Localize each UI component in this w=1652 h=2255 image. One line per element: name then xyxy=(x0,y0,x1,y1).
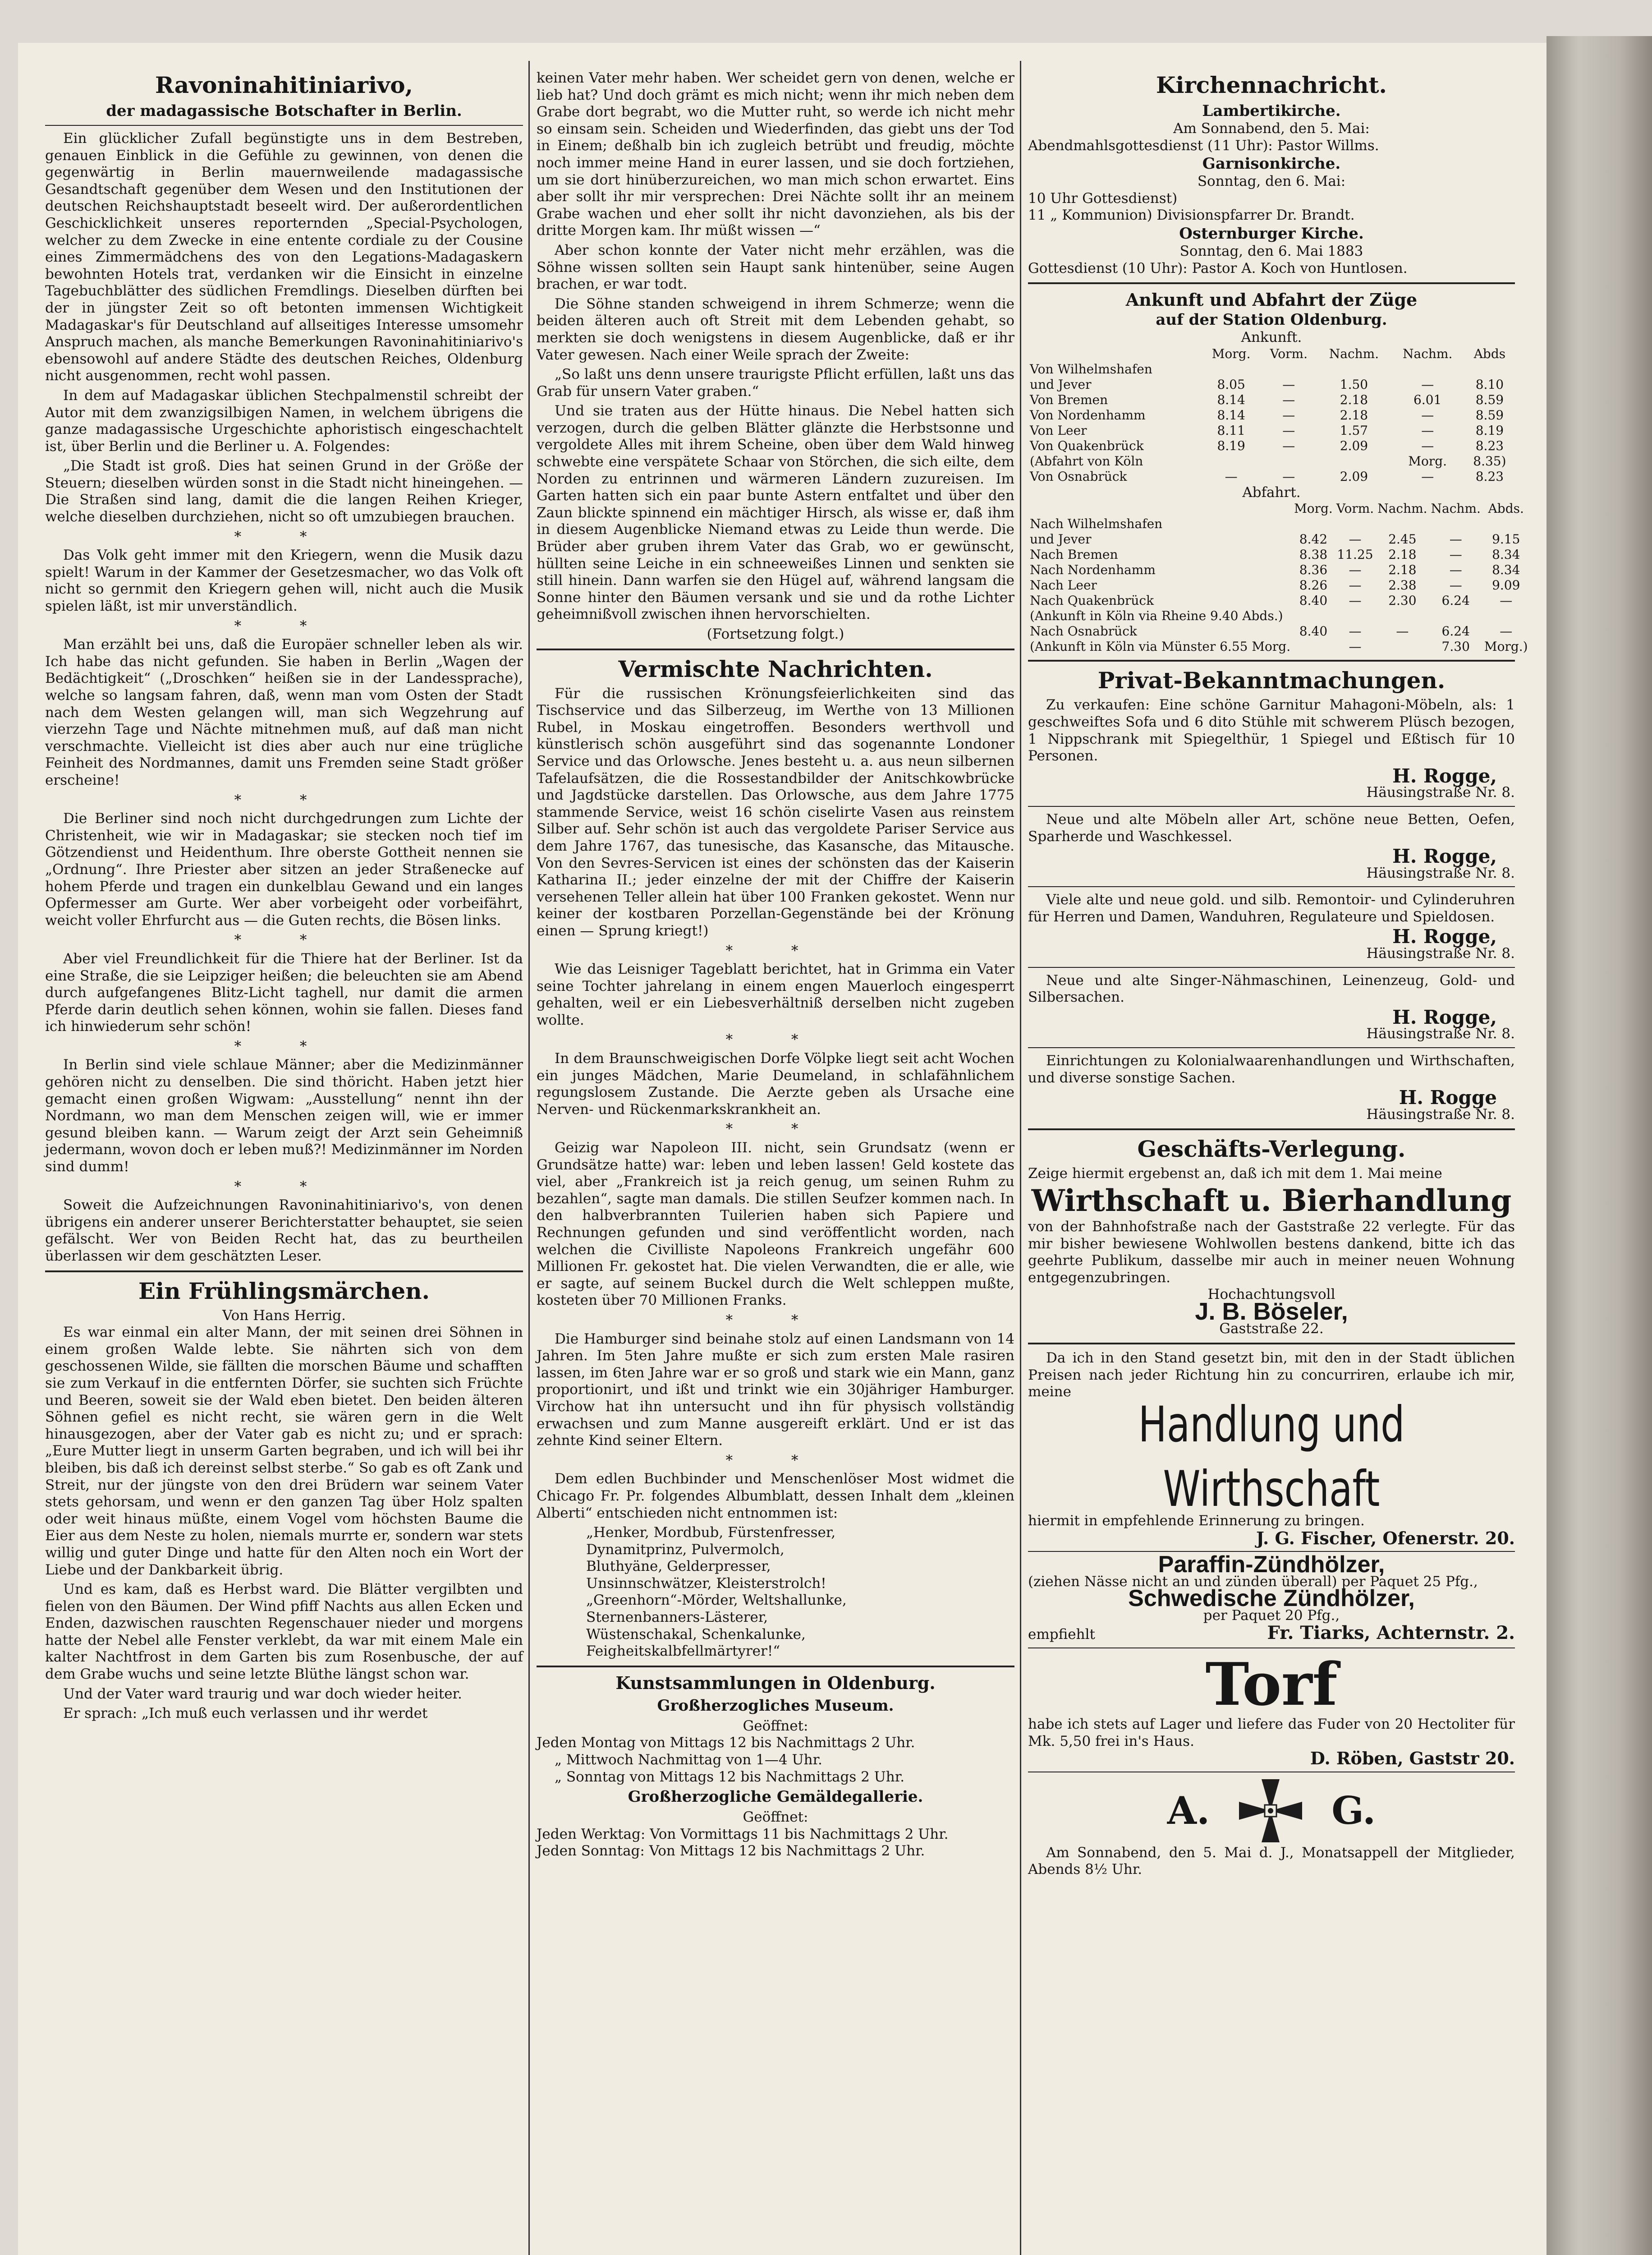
time-cell xyxy=(1260,454,1317,469)
separator-stars: * * xyxy=(725,1312,826,1328)
time-cell: — xyxy=(1349,532,1362,547)
separator-stars: * * xyxy=(725,1121,826,1137)
paragraph: keinen Vater mehr haben. Wer scheidet gern von denen, welche er lieb hat? Und doch grämt es mich nicht; wenn ihr mich neben dem Grabe dort begrabt, wo die Mutter ruht, so werde ich nicht mehr so einsam sein. Scheiden und Wiederfinden, das giebt uns der Tod in Einem; deßhalb bin ich zugleich betrübt und freudig, möchte noch immer meine Hand in eurer lassen, und sie doch fortziehen, um sie dort hinüberzureichen, wo man mich schon erwartet. Eins aber sollt ihr mir versprechen: Drei Nächte sollt ihr an meinem Grabe wachen und eher sollt ihr nicht davonziehen, als bis der dritte Morgen kam. Ihr müßt wissen —“ xyxy=(537,70,1014,239)
paragraph: Soweit die Aufzeichnungen Ravoninahitiniarivo's, von denen übrigens ein anderer unserer Berichterstatter behauptet, sie seien gefälscht. Wer von Beiden Recht hat, das zu beurtheilen überlassen wir dem geschätzten Leser. xyxy=(45,1197,523,1264)
time-cell: — xyxy=(1282,438,1295,453)
station-cell: und Jever xyxy=(1030,532,1092,547)
ad-big-heading: Wirthschaft u. Bierhandlung xyxy=(1031,1183,1512,1218)
poem-line: Feigheitskalbfellmärtyrer!“ xyxy=(586,1643,780,1660)
time-cell: 2.09 xyxy=(1340,438,1368,453)
ad-heading: Geschäfts-Verlegung. xyxy=(1137,1136,1406,1163)
paragraph: In Berlin sind viele schlaue Männer; aber die Medizinmänner gehören nicht zu denselben. Die sind thöricht. Haben jetzt hier gemacht einen großen Wigwam: „Ausstellung“ nennt ihn der Nordmann, wo man dem Menschen zeigen will, wie er immer gesund bleiben kann. — Warum zeigt der Arzt sein Geheimniß jedermann, wovon doch er leben muß?! Medizinmänner im Norden sind dumm! xyxy=(45,1057,523,1175)
poem-line: Wüstenschakal, Schenkalunke, xyxy=(586,1626,806,1643)
station-cell: Nach Wilhelmshafen xyxy=(1030,516,1163,532)
table-header: Nachm. xyxy=(1403,346,1453,361)
time-cell: — xyxy=(1282,407,1295,423)
time-cell: — xyxy=(1449,562,1462,578)
paragraph: Und sie traten aus der Hütte hinaus. Die Nebel hatten sich verzogen, durch die gelben Blätter glänzte die Herbstsonne und vergoldete Alles mit ihrem Scheine, oben über dem Wald hinweg schwebte eine verspätete Schaar von Störchen, die sich eilte, dem Norden zu entrinnen und wärmeren Ländern zuzureisen. Im Garten hatten sich ein paar bunte Astern entfaltet und über den Zaun blickte spinnend ein mächtiger Hirsch, als wisse er, daß ihm in diesem Augenblicke Niemand etwas zu Leide thun werde. Die Brüder aber gruben ihrem Vater das Grab, wo er gewünscht, hüllten seine Leiche in ein schneeweißes Linnen und senkten sie still hinein. Dann warfen sie den Hügel auf, während langsam die Sonne hinter den Bäumen versank und sie und da rothe Lichter geheimnißvoll zwischen ihnen hervorschielten. xyxy=(537,403,1014,623)
time-cell: — xyxy=(1282,392,1295,407)
ag-letter-g: G. xyxy=(1331,1788,1376,1833)
time-cell xyxy=(1335,516,1376,532)
timetable-departure-label: Abfahrt. xyxy=(1242,484,1301,501)
time-cell xyxy=(1292,608,1335,624)
station-cell: Von Quakenbrück xyxy=(1030,438,1144,453)
time-cell: — xyxy=(1282,377,1295,392)
separator-stars: * * xyxy=(234,617,334,634)
table-row xyxy=(1028,454,1515,469)
ad-address: Häusingstraße Nr. 8. xyxy=(1366,1106,1515,1123)
article-subtitle: der madagassische Botschafter in Berlin. xyxy=(106,102,462,120)
ad-greeting: Hochachtungsvoll xyxy=(1207,1286,1335,1303)
time-cell: 8.19 xyxy=(1217,438,1245,453)
time-cell: 8.59 xyxy=(1475,392,1504,407)
time-cell: 2.18 xyxy=(1388,547,1417,562)
time-cell: — xyxy=(1349,624,1362,639)
ad-text: Viele alte und neue gold. und silb. Remontoir- und Cylinderuhren für Herren und Damen, Wanduhren, Regulateure und Spieldosen. xyxy=(1028,892,1515,925)
timetable-title: Ankunft und Abfahrt der Züge xyxy=(1125,290,1418,310)
ad-text: von der Bahnhofstraße nach der Gaststraße 22 verlegte. Für das mir bisher bewiesene Wohlwollen bestens dankend, bitte ich das geehrte Publikum, dasselbe mir auch in meiner neuen Wohnung entgegenzubringen. xyxy=(1028,1219,1515,1286)
time-cell xyxy=(1482,516,1530,532)
time-cell xyxy=(1376,516,1429,532)
time-cell: 8.14 xyxy=(1217,407,1245,423)
divider xyxy=(1028,660,1515,662)
time-cell xyxy=(1464,362,1515,377)
ad-price: per Paquet 20 Pfg., xyxy=(1203,1607,1340,1624)
time-cell: — xyxy=(1500,593,1513,608)
time-cell: — xyxy=(1449,547,1462,562)
hours-line: Jeden Werktag: Von Vormittags 11 bis Nachmittags 2 Uhr. xyxy=(537,1826,949,1842)
column-rule xyxy=(528,61,530,2255)
table-row xyxy=(1028,547,1530,562)
arrivals-body xyxy=(1028,362,1515,484)
table-row xyxy=(1028,408,1515,423)
ad-text: hiermit in empfehlende Erinnerung zu bringen. xyxy=(1028,1512,1365,1529)
church-name: Garnisonkirche. xyxy=(1202,155,1341,173)
time-cell: — xyxy=(1349,593,1362,608)
ad-text: (ziehen Nässe nicht an und zünden überall) per Paquet 25 Pfg., xyxy=(1028,1573,1478,1590)
time-cell: 8.23 xyxy=(1475,469,1504,484)
time-cell: 8.34 xyxy=(1492,547,1520,562)
time-cell: — xyxy=(1421,407,1434,423)
ad-signature: H. Rogge, xyxy=(1392,1006,1497,1028)
time-cell: 8.34 xyxy=(1492,562,1520,578)
arrivals-table xyxy=(1028,346,1515,484)
table-row xyxy=(1028,532,1530,547)
time-cell: Morg. xyxy=(1408,453,1447,469)
church-name: Lambertikirche. xyxy=(1202,102,1341,120)
time-cell: 8.40 xyxy=(1299,624,1328,639)
column-rule xyxy=(1020,61,1021,2255)
church-service: 10 Uhr Gottesdienst) xyxy=(1028,190,1178,207)
time-cell: — xyxy=(1421,423,1434,438)
time-cell xyxy=(1202,362,1260,377)
ad-signature: H. Rogge xyxy=(1399,1086,1497,1109)
divider xyxy=(45,125,523,126)
paragraph: „So laßt uns denn unsere traurigste Pflicht erfüllen, laßt uns das Grab für unsern Vater graben.“ xyxy=(537,366,1014,400)
divider xyxy=(537,649,1014,650)
station-cell: und Jever xyxy=(1030,377,1092,392)
ad-signature: D. Röben, Gaststr 20. xyxy=(1310,1748,1515,1769)
ad-text: Neue und alte Singer-Nähmaschinen, Leinenzeug, Gold- und Silbersachen. xyxy=(1028,972,1515,1006)
hours-line: Jeden Sonntag: Von Mittags 12 bis Nachmittags 2 Uhr. xyxy=(537,1843,925,1859)
table-header: Vorm. xyxy=(1336,501,1374,516)
time-cell: 8.14 xyxy=(1217,392,1245,407)
time-cell: — xyxy=(1421,469,1434,484)
hours-line: „ Mittwoch Nachmittag von 1—4 Uhr. xyxy=(555,1752,822,1768)
table-row xyxy=(1028,562,1530,578)
time-cell: 8.23 xyxy=(1475,438,1504,453)
time-cell: 6.24 xyxy=(1441,624,1470,639)
time-cell: — xyxy=(1349,578,1362,593)
time-cell xyxy=(1391,362,1464,377)
time-cell: 8.35) xyxy=(1473,453,1506,469)
paragraph: Und es kam, daß es Herbst ward. Die Blätter vergilbten und fielen von den Bäumen. Der Wind pfiff Nachts aus allen Ecken und Enden, dazwischen rauschten Regenschauer nieder und morgens hatte der Nebel alle Fenster verklebt, da war mit einem Male ein kalter Nachtfrost in dem Garten bis zum Rosenbusche, der auf dem Grabe wuchs und seine letzte Blüthe längst schon war. xyxy=(45,1581,523,1683)
time-cell xyxy=(1376,639,1429,654)
paragraph: Geizig war Napoleon III. nicht, sein Grundsatz (wenn er Grundsätze hatte) war: leben und leben lassen! Geld kostete das viel, aber „Frankreich ist ja reich genug, um seinen Ruhm zu bezahlen“, sagte man damals. Die stillen Seufzer kommen nach. In den halbverbrannten Tuilerien haben sich Papiere und Rechnungen gefunden und sind veröffentlicht worden, nach welchen die Civilliste Napoleons Frankreich ungefähr 600 Millionen Fr. gekostet hat. Die vielen Verwandten, die er alle, wie er sagte, auf seinem Buckel durch die Welt schleppen mußte, kosteten über 70 Millionen Franks. xyxy=(537,1140,1014,1309)
time-cell: 2.18 xyxy=(1340,407,1368,423)
paragraph: Das Volk geht immer mit den Kriegern, wenn die Musik dazu spielt! Warum in der Kammer der Gesetzesmacher, wo das Volk oft nicht so gernmit den Kriegern gehen will, nicht auch die Musik spielen läßt, ist mir unverständlich. xyxy=(45,547,523,615)
divider xyxy=(45,1270,523,1272)
time-cell: — xyxy=(1282,469,1295,484)
table-header-row xyxy=(1028,501,1530,516)
ad-text: Am Sonnabend, den 5. Mai d. J., Monatsappell der Mitglieder, Abends 8½ Uhr. xyxy=(1028,1844,1515,1878)
paragraph: Die Hamburger sind beinahe stolz auf einen Landsmann von 14 Jahren. Im 5ten Jahre mußte er sich zum ersten Male rasiren lassen, im 6ten Jahre war er so groß und stark wie ein Mann, ganz proportionirt, und ißt und trinkt wie ein 30jähriger Hamburger. Virchow hat ihn untersucht und ihn für physisch vollständig erwachsen und zum Manne ausgereift erklärt. Und er ist das zehnte Kind seiner Eltern. xyxy=(537,1330,1014,1449)
ad-text: empfiehlt xyxy=(1028,1626,1095,1643)
table-header: Nachm. xyxy=(1431,501,1481,516)
time-cell: — xyxy=(1225,469,1238,484)
time-cell xyxy=(1482,608,1530,624)
paragraph: In dem auf Madagaskar üblichen Stechpalmenstil schreibt der Autor mit dem zwanzigsilbigen Namen, in welchem übrigens die ganze madagassische Urgeschichte aphoristisch eingeschachtelt ist, über Berlin und die Berliner u. A. Folgendes: xyxy=(45,387,523,455)
table-row xyxy=(1028,578,1530,593)
time-cell xyxy=(1292,639,1335,654)
ad-address: Häusingstraße Nr. 8. xyxy=(1366,1026,1515,1042)
separator-stars: * * xyxy=(234,932,334,948)
time-cell xyxy=(1202,454,1260,469)
table-row xyxy=(1028,639,1530,654)
paragraph: In dem Braunschweigischen Dorfe Völpke liegt seit acht Wochen ein junges Mädchen, Marie Deumeland, in schlafähnlichem regungslosem Zustande. Die Aerzte geben als Ursache eine Nerven- und Rückenmarkskrankheit an. xyxy=(537,1050,1014,1118)
time-cell: 2.30 xyxy=(1388,593,1417,608)
time-cell: 2.38 xyxy=(1388,578,1417,593)
paragraph: Er sprach: „Ich muß euch verlassen und ihr werdet xyxy=(63,1705,428,1722)
table-row xyxy=(1028,423,1515,438)
ad-text: Einrichtungen zu Kolonialwaarenhandlungen und Wirthschaften, und diverse sonstige Sachen. xyxy=(1028,1053,1515,1086)
poem xyxy=(537,1524,1014,1660)
divider xyxy=(1028,1343,1515,1344)
paragraph: Aber viel Freundlichkeit für die Thiere hat der Berliner. Ist da eine Straße, die sie Leipziger heißen; die beleuchten sie am Abend durch aufgefangenes Blitz-Licht taghell, nur damit die armen Pferde darin deutlich sehen können, wohin sie fallen. Dieses fand ich hinwiederum sehr schön! xyxy=(45,950,523,1035)
ad-signature: J. G. Fischer, Ofenerstr. 20. xyxy=(1256,1528,1515,1548)
time-cell: 9.09 xyxy=(1492,578,1520,593)
time-cell xyxy=(1317,362,1390,377)
church-date: Am Sonnabend, den 5. Mai: xyxy=(1173,120,1370,137)
station-cell: Von Nordenhamm xyxy=(1030,407,1146,423)
subsection-title: Großherzogliche Gemäldegallerie. xyxy=(628,1788,923,1806)
station-cell: (Ankunft in Köln via Rheine 9.40 Abds.) xyxy=(1030,608,1283,624)
time-cell: 2.09 xyxy=(1340,469,1368,484)
station-cell: Nach Bremen xyxy=(1030,547,1118,562)
church-service: 11 „ Kommunion) Divisionspfarrer Dr. Brandt. xyxy=(1028,207,1355,224)
separator-stars: * * xyxy=(234,1038,334,1054)
divider xyxy=(1028,967,1515,968)
column-1 xyxy=(45,70,523,1725)
hours-line: Jeden Montag von Mittags 12 bis Nachmittags 2 Uhr. xyxy=(537,1735,915,1751)
table-header-row xyxy=(1028,346,1515,362)
departures-body xyxy=(1028,516,1530,654)
timetable-arrival-label: Ankunft. xyxy=(1241,329,1302,346)
church-date: Sonntag, den 6. Mai: xyxy=(1197,173,1346,190)
story-title: Ein Frühlingsmärchen. xyxy=(138,1277,430,1304)
ad-address: Gaststraße 22. xyxy=(1219,1320,1324,1337)
separator-stars: * * xyxy=(234,792,334,808)
paragraph: „Die Stadt ist groß. Dies hat seinen Grund in der Größe der Steuern; dieselben würden sonst in die Stadt nicht hineingehen. — Die Straßen sind lang, damit die die langen Reihen Krieger, welche dieselben durchziehen, nicht so oft umzubiegen brauchen. xyxy=(45,458,523,525)
time-cell: 9.15 xyxy=(1492,532,1520,547)
separator-stars: * * xyxy=(725,1031,826,1048)
station-cell: Nach Nordenhamm xyxy=(1030,562,1156,578)
table-row xyxy=(1028,377,1515,392)
hours-line: „ Sonntag von Mittags 12 bis Nachmittags 2 Uhr. xyxy=(555,1768,905,1785)
station-cell: Nach Leer xyxy=(1030,578,1097,593)
paragraph: Wie das Leisniger Tageblatt berichtet, hat in Grimma ein Vater seine Tochter jahrelang in einem engen Mauerloch eingesperrt gehalten, weil er ein Liebesverhältniß derselben nicht zugeben wollte. xyxy=(537,961,1014,1028)
section-title: Privat-Bekanntmachungen. xyxy=(1097,667,1446,694)
time-cell: 8.36 xyxy=(1299,562,1328,578)
story-author: Von Hans Herrig. xyxy=(222,1307,346,1324)
paragraph: Die Berliner sind noch nicht durchgedrungen zum Lichte der Christenheit, wie wir in Madagaskar; sie stecken noch tief im Götzendienst und Heidenthum. Ihre oberste Gottheit nennen sie „Ordnung“. Ihre Priester aber sitzen an jeder Straßenecke auf hohem Pferde und tragen ein dunkelblau Gewand und ein langes Opfermesser am Gurte. Wer aber vorbeigeht oder vorbeifährt, weicht voller Ehrfurcht aus — die Guten rechts, die Bösen links. xyxy=(45,810,523,929)
time-cell: 8.59 xyxy=(1475,407,1504,423)
time-cell: 8.26 xyxy=(1299,578,1328,593)
table-header: Morg. xyxy=(1294,501,1333,516)
poem-line: „Henker, Mordbub, Fürstenfresser, xyxy=(586,1524,836,1541)
time-cell: 11.25 xyxy=(1337,547,1373,562)
time-cell xyxy=(1335,608,1376,624)
divider xyxy=(1028,282,1515,284)
table-header: Abds xyxy=(1473,346,1506,361)
time-cell: 2.18 xyxy=(1388,562,1417,578)
time-cell: 7.30 xyxy=(1441,639,1470,654)
continuation-note: (Fortsetzung folgt.) xyxy=(707,626,844,642)
table-row xyxy=(1028,392,1515,408)
ad-signature: H. Rogge, xyxy=(1392,925,1497,948)
station-cell: Nach Osnabrück xyxy=(1030,624,1137,639)
time-cell: 8.40 xyxy=(1299,593,1328,608)
ad-signature-row xyxy=(1028,1622,1515,1643)
iron-cross-icon xyxy=(1237,1777,1304,1845)
poem-line: Sternenbanners-Lästerer, xyxy=(586,1609,768,1626)
ad-product: Paraffin-Zündhölzer, xyxy=(1158,1551,1385,1578)
time-cell: 8.05 xyxy=(1217,377,1245,392)
table-row xyxy=(1028,593,1530,608)
ad-address: Häusingstraße Nr. 8. xyxy=(1366,784,1515,801)
table-header: Nachm. xyxy=(1329,346,1379,361)
table-row xyxy=(1028,516,1530,532)
paragraph: Ein glücklicher Zufall begünstigte uns in dem Bestreben, genauen Einblick in die Gefühle zu gewinnen, von denen die gegenwärtig in Berlin mauernweilende madagassische Gesandtschaft gegenüber dem Wesen und den Institutionen der deutschen Reichshauptstadt beseelt wird. Der außerordentlichen Geschicklichkeit unseres reporternden „Special-Psychologen, welcher zu dem Zwecke in eine entente cordiale zu der Cousine eines Zimmermädchens des von den Legations-Madagaskern bewohnten Hotels trat, verdanken wir die Einsicht in einzelne Tagebuchblätter des südlichen Fremdlings. Dieselben dürften bei der in jüngster Zeit so oft betonten immensen Wichtigkeit Madagaskar's für Deutschland auf allseitiges Interesse umsomehr Anspruch machen, als manche Bemerkungen Ravoninahitiniarivo's ebensowohl auf andere Städte des deutschen Reiches, Oldenburg nicht ausgenommen, recht wohl passen. xyxy=(45,130,523,384)
paragraph: Dem edlen Buchbinder und Menschenlöser Most widmet die Chicago Fr. Pr. folgendes Albumblatt, dessen Inhalt dem „kleinen Alberti“ entschieden nicht entnommen ist: xyxy=(537,1471,1014,1521)
time-cell: 6.24 xyxy=(1441,593,1470,608)
paragraph: Und der Vater ward traurig und war doch wieder heiter. xyxy=(63,1685,462,1702)
station-cell: (Abfahrt von Köln xyxy=(1030,453,1143,469)
column-3 xyxy=(1028,70,1528,1881)
station-cell: (Ankunft in Köln via Münster 6.55 Morg. xyxy=(1030,639,1291,654)
opening-label: Geöffnet: xyxy=(743,1809,808,1826)
table-header: Vorm. xyxy=(1270,346,1308,361)
paragraph: Die Söhne standen schweigend in ihrem Schmerze; wenn die beiden älteren auch oft Streit mit dem Lebenden gehabt, so merkten sie doch wenigstens in diesem Augenblicke, daß er ihr Vater gewesen. Nach einer Weile sprach der Zweite: xyxy=(537,295,1014,363)
time-cell: 8.11 xyxy=(1217,423,1245,438)
church-date: Sonntag, den 6. Mai 1883 xyxy=(1179,243,1363,259)
time-cell: Morg.) xyxy=(1484,639,1528,654)
ad-signature: J. B. Böseler, xyxy=(1195,1298,1348,1325)
time-cell xyxy=(1376,608,1429,624)
time-cell: 1.57 xyxy=(1340,423,1368,438)
separator-stars: * * xyxy=(725,1452,826,1468)
church-service: Abendmahlsgottesdienst (11 Uhr): Pastor Willms. xyxy=(1028,137,1379,154)
divider xyxy=(1028,886,1515,887)
time-cell: — xyxy=(1449,532,1462,547)
time-cell xyxy=(1317,454,1390,469)
separator-stars: * * xyxy=(234,1178,334,1195)
divider xyxy=(1028,806,1515,807)
poem-line: Unsinnschwätzer, Kleisterstrolch! xyxy=(586,1575,826,1592)
column-2 xyxy=(537,70,1014,1860)
time-cell xyxy=(1429,516,1482,532)
poem-line: „Greenhorn“-Mörder, Weltshallunke, xyxy=(586,1592,847,1609)
table-row xyxy=(1028,608,1530,624)
ad-address: Häusingstraße Nr. 8. xyxy=(1366,945,1515,962)
article-title: Ravoninahitiniarivo, xyxy=(155,72,413,98)
table-header: Morg. xyxy=(1211,346,1251,361)
ad-big-heading: Torf xyxy=(1205,1650,1338,1719)
ad-text: Zeige hiermit ergebenst an, daß ich mit dem 1. Mai meine xyxy=(1028,1165,1442,1182)
ag-letter-a: A. xyxy=(1167,1788,1210,1833)
time-cell: 8.19 xyxy=(1475,423,1504,438)
ad-signature: H. Rogge, xyxy=(1392,764,1497,787)
ad-signature: H. Rogge, xyxy=(1392,845,1497,868)
table-header: Nachm. xyxy=(1377,501,1427,516)
time-cell: — xyxy=(1421,438,1434,453)
time-cell: — xyxy=(1349,562,1362,578)
section-title: Kunstsammlungen in Oldenburg. xyxy=(615,1672,936,1693)
time-cell: — xyxy=(1396,624,1409,639)
separator-stars: * * xyxy=(234,528,334,545)
time-cell xyxy=(1429,608,1482,624)
time-cell: — xyxy=(1282,423,1295,438)
timetable-subtitle: auf der Station Oldenburg. xyxy=(1156,311,1387,329)
table-row xyxy=(1028,624,1530,639)
departures-table xyxy=(1028,501,1530,654)
station-cell: Von Wilhelmshafen xyxy=(1030,361,1152,377)
ad-big-heading: Handlung und Wirthschaft xyxy=(1138,1395,1405,1518)
station-cell: Von Leer xyxy=(1030,423,1087,438)
table-header: Abds. xyxy=(1488,501,1524,516)
opening-label: Geöffnet: xyxy=(743,1717,808,1734)
subsection-title: Großherzogliches Museum. xyxy=(657,1696,894,1715)
separator-stars: * * xyxy=(725,942,826,959)
time-cell xyxy=(1292,516,1335,532)
ag-header xyxy=(1028,1777,1515,1845)
time-cell: 1.50 xyxy=(1340,377,1368,392)
section-title: Vermischte Nachrichten. xyxy=(618,655,933,682)
church-service: Gottesdienst (10 Uhr): Pastor A. Koch von Huntlosen. xyxy=(1028,260,1408,276)
paragraph: Aber schon konnte der Vater nicht mehr erzählen, was die Söhne wissen sollten sein Haupt sank hintenüber, seine Augen brachen, er war todt. xyxy=(537,242,1014,293)
table-row xyxy=(1028,469,1515,484)
station-cell: Von Bremen xyxy=(1030,392,1108,407)
time-cell: — xyxy=(1421,377,1434,392)
time-cell xyxy=(1260,362,1317,377)
ad-address: Häusingstraße Nr. 8. xyxy=(1366,865,1515,881)
time-cell: 2.18 xyxy=(1340,392,1368,407)
poem-line: Bluthyäne, Gelderpresser, xyxy=(586,1558,771,1575)
newspaper-page xyxy=(18,43,1546,2255)
church-name: Osternburger Kirche. xyxy=(1179,224,1364,243)
paragraph: Es war einmal ein alter Mann, der mit seinen drei Söhnen in einem großen Walde lebte. Sie nährten sich von dem geschossenen Wilde, sie fällten die morschen Bäume und schafften sie zum Verkauf in die entfernten Dörfer, sie suchten sich Früchte und Beeren, soweit sie der Wald eben bietet. Den beiden älteren Söhnen gefiel es nicht recht, sie wären gern in die Welt hinausgezogen, aber der Vater gab es nicht zu; und er sprach: „Eure Mutter liegt in unserm Garten begraben, und ich will bei ihr bleiben, bis daß ich dereinst selbst sterbe.“ So gab es oft Zank und Streit, nur der jüngste von den drei Brüdern war seinem Vater stets gehorsam, und wenn er den ganzen Tag über Holz spalten oder weit hinaus müßte, einem Vogel vom höchsten Baume die Eier aus dem Neste zu holen, niemals murrte er, sondern war stets willig und guter Dinge und hatte für den Alten noch ein Wort der Liebe und der Dankbarkeit übrig. xyxy=(45,1324,523,1578)
divider xyxy=(537,1666,1014,1667)
time-cell: 8.10 xyxy=(1475,377,1504,392)
table-row xyxy=(1028,438,1515,454)
time-cell: 8.38 xyxy=(1299,547,1328,562)
poem-line: Dynamitprinz, Pulvermolch, xyxy=(586,1541,785,1558)
time-cell: — xyxy=(1449,578,1462,593)
time-cell: 2.45 xyxy=(1388,532,1417,547)
ad-text: Neue und alte Möbeln aller Art, schöne neue Betten, Oefen, Sparherde und Waschkessel. xyxy=(1028,811,1515,845)
time-cell: — xyxy=(1349,639,1362,654)
divider xyxy=(1028,1047,1515,1048)
ad-text: Da ich in den Stand gesetzt bin, mit den in der Stadt üblichen Preisen nach jeder Richtung hin zu concurriren, erlaube ich mir, meine xyxy=(1028,1350,1515,1400)
paragraph: Für die russischen Krönungsfeierlichkeiten sind das Tischservice und das Silberzeug, im Werthe von 13 Millionen Rubel, in Moskau eingetroffen. Besonders werthvoll und künstlerisch schön ausgeführt sind das sogenannte Londoner Service und das Orlowsche. Jenes besteht u. a. aus neun silbernen Tafelaufsätzen, die die Rossestandbilder der Anitschkowbrücke und Jagdstücke darstellen. Das Orlowsche, aus dem Jahre 1775 stammende Service, weist 16 schön ciselirte Vasen aus reinstem Silber auf. Sehr schön ist auch das vergoldete Pariser Service aus dem Jahre 1767, das tunesische, das Kasansche, das Mitausche. Von den Sevres-Servicen ist eines der schönsten das der Kaiserin Katharina II.; jeder einzelne der mit der Chiffre der Kaiserin versehenen Teller allein hat über 100 Franken gekostet. Wenn nur keiner der kostbaren Porzellan-Gegenstände bei der Krönung einen — Sprung kriegt!) xyxy=(537,685,1014,939)
ad-signature: Fr. Tiarks, Achternstr. 2. xyxy=(1267,1622,1515,1643)
ad-product: Schwedische Zündhölzer, xyxy=(1128,1585,1415,1612)
ad-text: Zu verkaufen: Eine schöne Garnitur Mahagoni-Möbeln, als: 1 geschweiftes Sofa und 6 dito Stühle mit schwerem Plüsch bezogen, 1 Nippschrank mit Spiegelthür, 1 Spiegel und Eßtisch für 10 Personen. xyxy=(1028,697,1515,764)
table-row xyxy=(1028,362,1515,377)
station-cell: Von Osnabrück xyxy=(1030,469,1127,484)
time-cell: — xyxy=(1500,624,1513,639)
paragraph: Man erzählt bei uns, daß die Europäer schneller leben als wir. Ich habe das nicht gefunden. Sie haben in Berlin „Wagen der Bedächtigkeit“ („Droschken“ heißen sie in der Landessprache), welche so langsam fahren, daß, wenn man vom Osten der Stadt nach dem Westen gelangen will, man sich Wegzehrung auf vierzehn Tage und Nächte mitnehmen muß, auf daß man nicht verschmachte. Vielleicht ist dies aber auch nur eine trügliche Feinheit des Nordmannes, damit uns Fremden seine Stadt größer erscheine! xyxy=(45,636,523,788)
station-cell: Nach Quakenbrück xyxy=(1030,593,1154,608)
ad-text: habe ich stets auf Lager und liefere das Fuder von 20 Hectoliter für Mk. 5,50 frei in's Haus. xyxy=(1028,1716,1515,1749)
time-cell: 6.01 xyxy=(1413,392,1442,407)
church-title: Kirchennachricht. xyxy=(1156,72,1387,98)
divider xyxy=(1028,1128,1515,1130)
book-edge xyxy=(1546,36,1652,2255)
time-cell: 8.42 xyxy=(1299,532,1328,547)
